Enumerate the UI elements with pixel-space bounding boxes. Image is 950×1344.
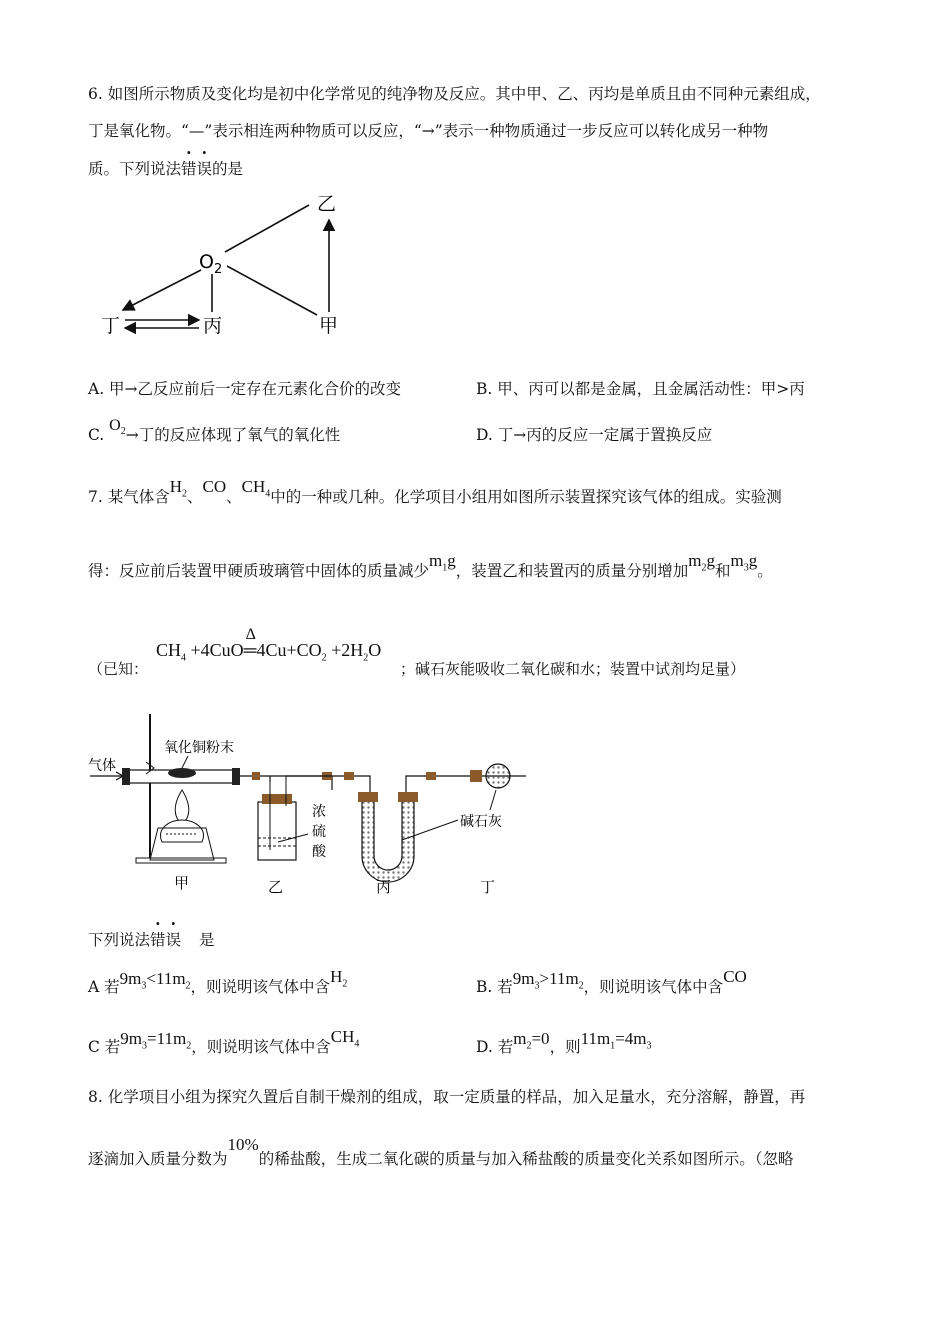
q7-option-b: B. 若$9m_3>11m_2$，则说明该气体中含CO: [476, 967, 747, 996]
q6-line3-b: 的是: [212, 160, 244, 178]
cuo-powder: [168, 768, 196, 778]
drying-tube-ding: [486, 764, 510, 788]
flame: [175, 790, 189, 824]
node-bing: 丙: [203, 315, 223, 337]
q6-option-a: A. 甲→乙反应前后一定存在元素化合价的改变: [88, 380, 402, 398]
emphasis-char: 误: [165, 931, 182, 949]
q7-option-d: D. 若$m_2=0$，则$11m_1=4m_3$: [476, 1029, 652, 1056]
q7-apparatus: [86, 710, 536, 900]
q6-line1: 6. 如图所示物质及变化均是初中化学常见的纯净物及反应。其中甲、乙、丙均是单质且由不同种元素组成，: [88, 85, 821, 103]
u-tube-bing: [362, 800, 414, 882]
q7-line2: 得：反应前后装置甲硬质玻璃管中固体的质量减少$m_1g$，装置乙和装置丙的质量分别增加$m_2g$和$m_3g$。: [88, 551, 773, 580]
q8-line1: 8. 化学项目小组为探究久置后自制干燥剂的组成，取一定质量的样品，加入足量水，充分溶解，静置，再: [88, 1088, 806, 1106]
q6-option-c: C. $O_2\to$丁的反应体现了氧气的氧化性: [88, 417, 341, 444]
line-o2-yi: [225, 205, 309, 252]
q7-stem: 下列说法错误 是: [88, 928, 215, 950]
line-o2-jia: [227, 266, 317, 315]
label-soda: 碱石灰: [460, 814, 502, 830]
q6-line3-a: 质。下列说法: [88, 160, 182, 178]
emphasis-char: 误: [196, 160, 213, 178]
node-yi: 乙: [317, 193, 337, 215]
label-gas: 气体: [88, 758, 116, 774]
emphasis-char: 错: [181, 160, 197, 178]
q7-equation: $CH_4 +4CuO$ Δ $═4Cu+CO_2 +2H_2O$: [156, 626, 382, 664]
label-jia: 甲: [174, 874, 190, 892]
label-acid-1: 浓: [312, 804, 326, 820]
label-cuo: 氧化铜粉末: [164, 740, 234, 756]
label-ding: 丁: [480, 878, 496, 896]
q6-option-b: B. 甲、丙可以都是金属，且金属活动性：甲>丙: [476, 380, 805, 398]
node-jia: 甲: [319, 315, 339, 337]
node-ding: 丁: [101, 315, 121, 337]
label-yi: 乙: [268, 878, 284, 896]
q6-line2: 丁是氧化物。“—”表示相连两种物质可以反应，“→”表示一种物质通过一步反应可以转化成另一种物: [88, 122, 769, 140]
q7-option-a: A 若$9m_3<11m_2$，则说明该气体中含$H_2$: [88, 967, 348, 996]
label-acid-2: 硫: [312, 824, 326, 840]
arrow-o2-ding: [123, 270, 201, 310]
node-o2: $O_2$: [199, 251, 223, 277]
q6-reaction-diagram: [95, 190, 355, 350]
label-acid-3: 酸: [312, 844, 326, 860]
q7-known-post: ；碱石灰能吸收二氧化碳和水；装置中试剂均足量）: [400, 660, 746, 678]
q7-line1: 7. 某气体含$H_2$、CO、$CH_4$中的一种或几种。化学项目小组用如图所示装置探究该气体的组成。实验测: [88, 477, 782, 506]
alcohol-lamp: [161, 820, 204, 842]
delta-symbol: Δ: [245, 626, 256, 643]
q8-line2: 逐滴加入质量分数为10%的稀盐酸，生成二氧化碳的质量与加入稀盐酸的质量变化关系如图所示。（忽略: [88, 1135, 794, 1168]
q7-option-c: C 若$9m_3=11m_2$，则说明该气体中含$CH_4$: [88, 1027, 360, 1056]
label-bing: 丙: [376, 878, 392, 896]
q6-line3: [88, 157, 243, 179]
q7-known: （已知：: [88, 660, 149, 678]
emphasis-char: 错: [150, 931, 166, 949]
bottle-yi: [258, 802, 296, 860]
q6-option-d: D. 丁→丙的反应一定属于置换反应: [476, 426, 713, 444]
